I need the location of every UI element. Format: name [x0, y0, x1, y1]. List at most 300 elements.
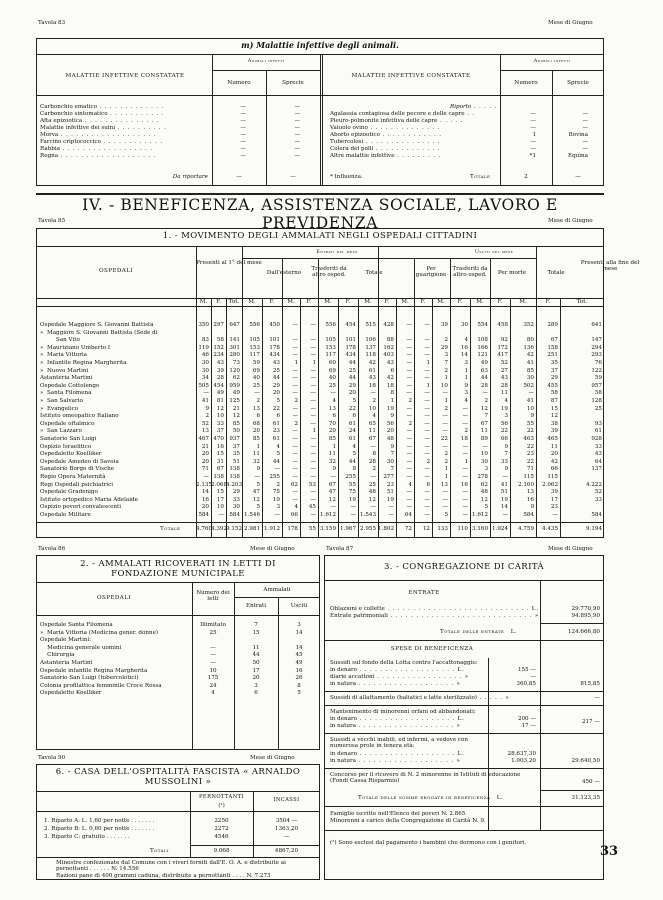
table-cell: —: [292, 322, 298, 328]
table-cell: 17: [216, 496, 224, 503]
table-cell: 29: [232, 489, 240, 496]
animali-col-malattie-left: MALATTIE INFETTIVE CONSTATATE: [65, 73, 185, 79]
table-cell: —: [310, 398, 316, 404]
table-cell: 14: [500, 504, 508, 511]
table-cell: 41: [201, 398, 209, 404]
table-cell: 502: [523, 382, 534, 389]
subheader-cell: M.: [476, 299, 484, 305]
subheader-cell: M.: [199, 299, 208, 305]
totale-cell: 4.760: [196, 526, 213, 532]
table-cell: 9: [464, 382, 468, 389]
table-cell: 50: [252, 660, 260, 666]
animali-col-animali-left: Animali infetti: [247, 59, 285, 64]
table-cell: Illimitato: [200, 622, 226, 628]
table-cell: —: [424, 504, 430, 511]
table-cell: 928: [591, 436, 602, 442]
subheader-cell: M.: [324, 299, 332, 305]
table-cell: —: [442, 390, 448, 397]
table-cell: 45: [295, 652, 303, 659]
totale-cell: 110: [457, 526, 468, 532]
list-item: Tubercolosi . . . . . . . . . . . . . . . — —: [330, 139, 588, 145]
table-cell: 35: [232, 451, 240, 458]
table-row-label: Ospedale Martini:: [40, 637, 92, 644]
table-cell: —: [406, 428, 412, 435]
table-cell: 75: [348, 489, 356, 496]
totale-cell: 1.912: [263, 526, 280, 532]
table-cell: 30: [460, 322, 468, 328]
table-cell: 2: [464, 428, 468, 435]
fascista-tavola: Tavola 90: [38, 755, 66, 761]
table-cell: —: [462, 405, 468, 412]
table-cell: 4: [408, 481, 412, 488]
table-cell: —: [462, 489, 468, 496]
table-cell: 2: [408, 420, 412, 427]
table-cell: —: [310, 420, 316, 427]
list-item: Agalassia contagiosa delle pecore e delle capre . . — —: [330, 111, 588, 117]
table-cell: 8: [352, 466, 356, 473]
table-cell: 30: [480, 458, 488, 465]
table-cell: 255: [345, 474, 356, 480]
table-cell: 5: [484, 504, 488, 511]
table-cell: 22: [500, 428, 508, 435]
table-cell: 48: [480, 489, 488, 496]
table-cell: 106: [365, 337, 376, 344]
table-cell: 3: [504, 413, 508, 420]
table-cell: 7: [254, 622, 258, 628]
fascista-totali-i: 4867,20: [274, 848, 299, 854]
table-cell: 277: [383, 474, 394, 480]
carita-totale-spese: 31.123,35: [571, 795, 600, 801]
table-row-label: 3. Riparto C: gratuito . . . . . . .: [44, 834, 130, 840]
table-cell: 14: [201, 489, 209, 496]
table-cell: 5: [276, 398, 280, 404]
col-esterno: Dall'esterno: [266, 270, 302, 276]
table-cell: —: [482, 390, 488, 397]
table-cell: —: [424, 420, 430, 427]
table-cell: 33: [500, 458, 508, 465]
table-row-label: Istituto ortopedico Maria Adelaide: [40, 496, 138, 503]
table-cell: 465: [547, 436, 558, 442]
subheader-cell: M.: [287, 299, 295, 305]
col-presenti: Presenti al 1° del mese: [196, 260, 262, 266]
table-cell: 9: [332, 466, 336, 473]
table-cell: 122: [591, 367, 602, 374]
table-cell: 59: [594, 375, 602, 382]
table-cell: 25: [594, 405, 602, 412]
movimento-header: [36, 246, 640, 298]
table-cell: —: [310, 382, 316, 389]
table-cell: 25: [252, 382, 260, 389]
table-cell: 450: [269, 322, 280, 328]
table-cell: 40: [252, 375, 260, 382]
table-cell: 957: [591, 382, 602, 389]
list-item: in natura . . . . . . . . . . . . . . . . . . . »: [330, 723, 461, 729]
table-cell: 2: [444, 451, 448, 458]
carita-spese-head1: Sussidi sul fondo della Lotta contro l'accattonaggio:: [330, 660, 478, 666]
table-cell: 10: [216, 504, 224, 511]
table-cell: 2: [205, 413, 209, 420]
ricoverati-col-usciti: Usciti: [290, 603, 308, 609]
table-cell: 44: [348, 458, 356, 465]
subheader-cell: M.: [437, 299, 445, 305]
table-cell: 1.612: [471, 512, 488, 518]
table-cell: 13: [328, 405, 336, 412]
table-cell: 158: [547, 344, 558, 351]
table-cell: 11: [328, 451, 336, 458]
table-cell: 67: [328, 481, 336, 488]
table-cell: 294: [591, 344, 602, 351]
table-cell: —: [424, 390, 430, 397]
table-cell: 350: [198, 322, 209, 328]
table-cell: —: [406, 375, 412, 382]
table-cell: 13: [201, 428, 209, 435]
list-item: Entrate patrimoniali . . . . . . . . . . . . . . . . . . . . . . . . . . . . »: [330, 613, 540, 619]
table-cell: 81: [216, 398, 224, 404]
carita-ricovero-tot: 450 —: [581, 779, 600, 785]
movimento-title: 1. - MOVIMENTO DEGLI AMMALATI NEGLI OSPEDALI CITTADINI: [162, 231, 478, 241]
table-cell: 75: [272, 489, 280, 496]
table-cell: 20: [201, 504, 209, 511]
table-cell: 24: [209, 682, 217, 689]
table-cell: 10: [368, 405, 376, 412]
table-cell: 959: [229, 382, 240, 389]
table-cell: —: [203, 474, 209, 480]
totale-cell: 72: [404, 526, 412, 532]
table-cell: 39: [440, 322, 448, 328]
carita-allattamento-tot: —: [594, 695, 600, 701]
table-cell: 2: [444, 337, 448, 344]
table-row-label: Ospedaletto Koelliker: [40, 690, 102, 697]
table-cell: 4: [464, 398, 468, 404]
ricoverati-tavola: Tavola 86: [38, 546, 66, 552]
table-cell: 417: [497, 352, 508, 359]
table-cell: —: [424, 344, 430, 351]
table-cell: 13: [252, 405, 260, 412]
table-cell: 7: [390, 451, 394, 458]
table-cell: 32: [252, 458, 260, 465]
table-cell: 40: [328, 375, 336, 382]
table-cell: 101: [269, 337, 280, 344]
table-cell: 115: [547, 474, 558, 480]
animali-col-sprecie-right: Sprecie: [567, 80, 589, 86]
table-cell: 297: [213, 322, 224, 328]
table-cell: —: [210, 660, 216, 666]
table-cell: 1363,20: [274, 826, 299, 832]
table-cell: —: [292, 390, 298, 397]
table-cell: 12: [480, 496, 488, 503]
table-cell: —: [310, 489, 316, 496]
table-cell: 467: [198, 436, 209, 442]
table-cell: 12: [216, 405, 224, 412]
table-cell: —: [424, 398, 430, 404]
table-row-label: 2. Riparto B: L. 0,60 per notte . . . . . . .: [44, 826, 155, 832]
table-cell: —: [462, 504, 468, 511]
table-row-label: Regi Ospedali psichiatrici: [40, 481, 114, 488]
table-cell: 13: [440, 481, 448, 488]
table-cell: 137: [591, 466, 602, 473]
table-cell: 23: [386, 481, 394, 488]
table-cell: 30: [201, 367, 209, 374]
subheader-cell: M.: [248, 299, 256, 305]
list-item: Carbonchio ematico . . . . . . . . . . . . . — —: [40, 104, 300, 110]
table-cell: 61: [594, 428, 602, 435]
animali-totale-label: Totale: [470, 174, 491, 180]
table-cell: 434: [345, 352, 356, 359]
table-cell: —: [462, 420, 468, 427]
table-cell: —: [310, 496, 316, 503]
table-cell: 505: [198, 382, 209, 389]
carita-patrimoniali-val: 94.895,90: [571, 613, 600, 619]
table-cell: —: [406, 322, 412, 328]
table-cell: —: [292, 337, 298, 344]
table-cell: 44: [348, 375, 356, 382]
list-item: Altre malattie infettive . . . . . . . . . *1 Equina: [330, 153, 588, 159]
table-cell: 16: [460, 481, 468, 488]
subheader-cell: M.: [519, 299, 527, 305]
table-cell: 48: [368, 489, 376, 496]
table-cell: 18: [368, 382, 376, 389]
table-cell: —: [370, 443, 376, 450]
table-cell: 43: [216, 360, 224, 366]
list-item: Colera dei polli . . . . . . . . . . . . . — —: [330, 146, 588, 152]
table-cell: 641: [591, 322, 602, 328]
subheader-cell: Tot.: [228, 299, 240, 305]
table-cell: 52: [594, 489, 602, 496]
table-cell: 28: [500, 382, 508, 389]
table-row-label: Colonia profilattica femminile Croce Rossa: [40, 682, 162, 689]
table-cell: 2: [276, 481, 280, 488]
ricoverati-title: 2. - AMMALATI RICOVERATI IN LETTI DI FONDAZIONE MUNICIPALE: [80, 559, 276, 579]
table-cell: 51: [500, 489, 508, 496]
carita-minorenni: Minorenni a carico della Congregazione di Carità N. 9.: [330, 818, 486, 824]
col-guarigione: Per guarigione: [415, 266, 447, 279]
table-row-label: Regio Opera Maternità: [40, 474, 106, 480]
col-totale-entrati: Totale: [365, 270, 383, 276]
totale-cell: 4.392: [211, 526, 228, 532]
table-cell: 119: [198, 344, 209, 351]
table-cell: 27: [500, 367, 508, 374]
table-cell: 147: [591, 337, 602, 344]
table-cell: —: [406, 436, 412, 442]
table-cell: —: [292, 496, 298, 503]
table-cell: 178: [269, 344, 280, 351]
carita-spese-head2: Mantenimento di minorenni orfani od abbandonati:: [330, 709, 476, 715]
totale-cell: 3.160: [471, 526, 488, 532]
table-row-label: Ospedale Militare: [40, 512, 91, 518]
table-cell: 62: [290, 481, 298, 488]
list-item: Vaiuolo ovino . . . . . . . . . . . . . . — —: [330, 125, 588, 131]
table-cell: —: [292, 489, 298, 496]
table-cell: 1: [426, 360, 430, 366]
animali-footnote: * Influenza.: [330, 174, 363, 180]
table-row-label: » San Salvario: [40, 398, 83, 404]
table-row-label: » Mauriziano Umberto I: [40, 344, 111, 351]
table-cell: —: [424, 496, 430, 503]
table-cell: 162: [383, 344, 394, 351]
animali-col-numero-left: Numero: [227, 80, 251, 86]
table-cell: 458: [497, 322, 508, 328]
carita-totale-entrate-label: Totale delle entrate L.: [440, 629, 518, 635]
table-cell: 83: [201, 337, 209, 344]
table-cell: 12: [480, 405, 488, 412]
table-cell: 138: [213, 474, 224, 480]
table-cell: 30: [201, 360, 209, 366]
table-cell: 1: [294, 360, 298, 366]
table-cell: —: [370, 390, 376, 397]
section-title: IV. - BENEFICENZA, ASSISTENZA SOCIALE, LAVORO E PREVIDENZA: [82, 196, 558, 232]
carita-famiglie: Famiglie iscritte nell'Elenco dei poveri N. 2.865: [330, 811, 466, 817]
table-cell: —: [292, 413, 298, 420]
table-row-label: Medicina generale uomini: [40, 644, 122, 651]
table-cell: 138: [229, 466, 240, 473]
table-cell: 120: [229, 367, 240, 374]
table-cell: 33: [594, 496, 602, 503]
table-cell: 556: [249, 322, 260, 328]
table-cell: 42: [386, 375, 394, 382]
table-cell: 16: [526, 496, 534, 503]
table-cell: 6: [254, 690, 258, 697]
table-cell: 22: [526, 428, 534, 435]
table-cell: 455: [547, 382, 558, 389]
list-item: in natura . . . . . . . . . . . . . . . . . . . »: [330, 681, 461, 687]
table-cell: 58: [594, 390, 602, 397]
table-cell: —: [310, 322, 316, 328]
table-cell: 1: [332, 443, 336, 450]
table-cell: 584: [198, 512, 209, 518]
table-cell: —: [406, 405, 412, 412]
subheader-cell: F.: [384, 299, 390, 305]
table-cell: —: [406, 466, 412, 473]
table-cell: 5: [297, 690, 301, 697]
table-cell: 10: [526, 405, 534, 412]
table-cell: 25: [272, 367, 280, 374]
list-item: Farcino criptococcico . . . . . . . . . . . . — —: [40, 139, 300, 145]
table-cell: —: [528, 390, 534, 397]
list-item: Afta epizootica . . . . . . . . . . . . . . . — —: [40, 118, 300, 124]
table-cell: —: [292, 375, 298, 382]
table-cell: 2: [294, 398, 298, 404]
animali-da-riportare: Da riportare: [172, 174, 208, 180]
table-cell: 58: [550, 390, 558, 397]
table-cell: 25: [209, 629, 217, 636]
table-cell: —: [310, 436, 316, 442]
table-cell: 88: [386, 337, 394, 344]
table-cell: —: [424, 367, 430, 374]
table-cell: 14: [295, 644, 303, 651]
table-cell: 52: [201, 420, 209, 427]
table-cell: 12: [550, 413, 558, 420]
table-row-label: 1. Riparto A: L. 1,60 per notte . . . . . . .: [44, 818, 155, 824]
table-cell: —: [310, 466, 316, 473]
table-cell: 118: [365, 352, 376, 359]
table-cell: 22: [272, 405, 280, 412]
table-cell: —: [292, 474, 298, 480]
table-cell: —: [424, 466, 430, 473]
table-cell: 4: [372, 413, 376, 420]
fascista-col-pern: PERNOTTANTI: [199, 794, 244, 800]
table-cell: 1: [444, 466, 448, 473]
table-cell: —: [406, 382, 412, 389]
table-cell: —: [292, 405, 298, 412]
table-cell: —: [442, 443, 448, 450]
table-cell: 20: [201, 451, 209, 458]
totale-cell: 12: [422, 526, 430, 532]
table-cell: 4.222: [585, 481, 602, 488]
table-cell: 76: [594, 360, 602, 366]
table-cell: 41: [526, 360, 534, 366]
table-cell: 24: [348, 428, 356, 435]
table-cell: 26: [295, 675, 303, 682]
table-cell: 136: [523, 344, 534, 351]
table-row-label: » Evangelico: [40, 405, 79, 412]
section-mese: Mese di Giugno: [548, 218, 593, 224]
table-cell: —: [310, 451, 316, 458]
table-cell: 1: [312, 428, 316, 435]
table-row-label: Ospizio Israelitico: [40, 443, 92, 450]
animali-totale-s: —: [575, 174, 581, 180]
animali-col-numero-right: Numero: [514, 80, 538, 86]
table-cell: 20: [272, 390, 280, 397]
table-cell: 69: [252, 367, 260, 374]
list-item: Riporto . . . . .: [450, 104, 498, 110]
table-cell: 1: [444, 375, 448, 382]
table-cell: 30: [232, 504, 240, 511]
table-cell: 44: [252, 652, 260, 659]
fascista-col-pern-note: (¹): [218, 803, 225, 809]
table-cell: 52: [500, 360, 508, 366]
table-row-label: Ospizio poveri convalescenti: [40, 504, 122, 511]
subheader-cell: F.: [497, 299, 503, 305]
table-cell: 1.612: [319, 512, 336, 518]
header-tavola: Tavola 83: [38, 20, 66, 26]
table-row-label: » Santa Filomena: [40, 390, 92, 397]
col-morte: Per morte: [497, 270, 527, 276]
col-entrati: Entrati nel mese: [316, 250, 358, 255]
list-item: in denaro . . . . . . . . . . . . . . . . . . . L.: [330, 716, 465, 722]
table-cell: 47: [252, 489, 260, 496]
list-item: Aborto epizootico . . . . . . . . . . . . 1 Bovina: [330, 132, 588, 138]
table-cell: 2250: [214, 818, 229, 824]
table-cell: —: [424, 436, 430, 442]
subheader-cell: F.: [345, 299, 351, 305]
table-cell: 66: [550, 466, 558, 473]
table-cell: 18: [460, 436, 468, 442]
table-cell: —: [292, 344, 298, 351]
table-cell: 12: [232, 413, 240, 420]
table-cell: 43: [272, 360, 280, 366]
table-cell: 5: [276, 451, 280, 458]
table-cell: 28: [480, 382, 488, 389]
table-cell: —: [274, 512, 280, 518]
table-cell: 71: [201, 466, 209, 473]
list-item: Pleuro-polmonite infettiva delle capre . . . . . — —: [330, 118, 588, 124]
table-cell: —: [218, 512, 224, 518]
table-cell: —: [388, 504, 394, 511]
carita-title: 3. - CONGREGAZIONE DI CARITÀ: [383, 562, 544, 572]
table-cell: 29: [440, 344, 448, 351]
table-cell: 15: [550, 405, 558, 412]
table-cell: 647: [229, 322, 240, 328]
table-cell: 80: [526, 337, 534, 344]
table-cell: 21: [201, 443, 209, 450]
table-cell: 29: [348, 382, 356, 389]
table-cell: —: [424, 443, 430, 450]
table-cell: 10: [480, 451, 488, 458]
table-cell: 6: [332, 413, 336, 420]
table-cell: 9: [390, 443, 394, 450]
table-cell: 2.068: [211, 481, 228, 488]
subheader-cell: F.: [457, 299, 463, 305]
